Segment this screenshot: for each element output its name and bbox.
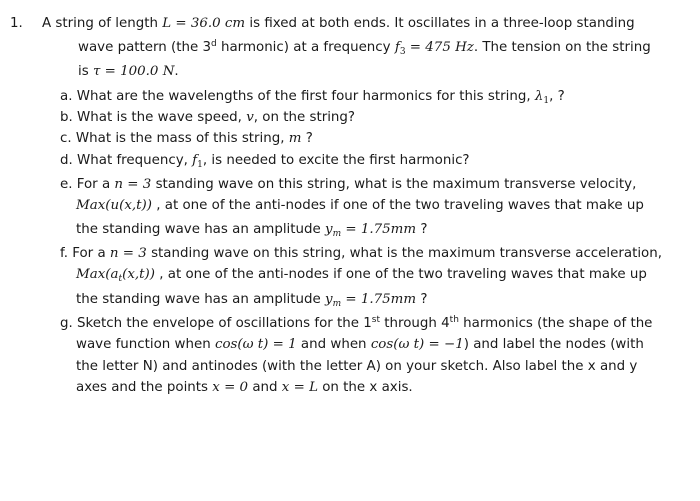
question-text: ? [416,292,428,307]
question-text: What are the wavelengths of the first four harmonics for this string, [76,89,535,104]
question-g-line-2 [76,335,644,355]
harmonic-equation: n = 3 [109,246,147,261]
question-label: f. [60,246,68,261]
question-text: What is the wave speed, [77,110,247,125]
question-e-line-2 [76,196,644,216]
question-e-line-1 [60,175,636,195]
question-label: b. [60,110,73,125]
question-text: , ? [549,89,565,104]
question-text: , at one of the anti-nodes if one of the two traveling waves that make up [154,267,647,282]
question-text: and when [296,337,371,352]
question-e-line-3 [76,220,427,240]
question-c [60,129,313,149]
intro-text: is fixed at both ends. It oscillates in a three-loop standing [245,16,635,31]
question-a [60,87,565,107]
question-g-line-3 [76,357,637,377]
amplitude-subscript: m [332,299,342,309]
mass-symbol: m [288,131,302,146]
max-acceleration-expression: Max(a [76,267,119,282]
question-text: , is needed to excite the first harmonic? [202,153,470,168]
question-text: on the x axis. [317,380,413,395]
intro-text: A string of length [42,16,163,31]
acceleration-subscript: t [118,274,123,284]
question-text: harmonics (the shape of the [458,316,653,331]
frequency-equation: = 475 Hz [405,40,474,55]
question-text: For a [76,177,115,192]
frequency-subscript: 3 [399,47,406,57]
cos-equation-negative: cos(ω t) = −1 [370,337,464,352]
question-text: the standing wave has an amplitude [76,292,325,307]
question-f-line-2 [76,265,647,285]
question-text: wave function when [76,337,215,352]
x-zero-equation: x = 0 [212,380,249,395]
question-label: a. [60,89,73,104]
intro-text: is [78,64,93,79]
question-text: ? [301,131,313,146]
frequency-symbol: f [394,40,400,55]
tension-equation: τ = 100.0 N [92,64,175,79]
question-f-line-1 [60,244,662,264]
question-text: and [248,380,282,395]
question-label: c. [60,131,72,146]
question-label: g. [60,316,73,331]
x-length-equation: x = L [281,380,318,395]
amplitude-symbol: y [325,222,333,237]
max-acceleration-expression-end: (x,t)) [122,267,155,282]
question-text: For a [72,246,110,261]
question-b [60,108,355,128]
length-equation: L = 36.0 cm [162,16,246,31]
ordinal-superscript: th [449,315,459,325]
frequency-symbol: f [192,153,198,168]
question-text: What is the mass of this string, [75,131,289,146]
wavelength-subscript: 1 [543,96,550,106]
question-text: the letter N) and antinodes (with the letter A) on your sketch. Also label the x and y [76,359,638,374]
question-text: the standing wave has an amplitude [76,222,325,237]
amplitude-subscript: m [332,229,342,239]
intro-line-2 [78,38,651,58]
cos-equation-positive: cos(ω t) = 1 [214,337,297,352]
intro-text: wave pattern (the 3 [78,40,212,55]
question-text: What frequency, [77,153,193,168]
question-g-line-4 [76,378,413,398]
ordinal-superscript: st [371,315,381,325]
wavelength-symbol: λ [534,89,544,104]
max-velocity-expression: Max(u(x,t)) [76,198,152,213]
intro-text: . The tension on the string [473,40,651,55]
speed-symbol: v [246,110,254,125]
question-text: standing wave on this string, what is the maximum transverse velocity, [151,177,637,192]
question-text: ) and label the nodes (with [463,337,644,352]
harmonic-equation: n = 3 [114,177,152,192]
ordinal-superscript: d [211,39,217,49]
question-text: axes and the points [76,380,213,395]
intro-line-1 [42,14,635,34]
intro-text: . [174,64,179,79]
question-g-line-1 [60,314,652,334]
amplitude-equation: = 1.75mm [341,222,417,237]
question-f-line-3 [76,290,427,310]
question-text: ? [416,222,428,237]
question-label: e. [60,177,73,192]
problem-number: 1. [10,16,23,31]
intro-line-3 [78,62,179,82]
frequency-subscript: 1 [197,160,203,170]
question-text: through 4 [380,316,450,331]
amplitude-symbol: y [325,292,333,307]
question-text: , on the string? [253,110,356,125]
question-d [60,151,470,171]
question-text: Sketch the envelope of oscillations for the 1 [77,316,372,331]
question-label: d. [60,153,73,168]
intro-text: harmonic) at a frequency [216,40,395,55]
question-text: standing wave on this string, what is the maximum transverse acceleration, [146,246,662,261]
amplitude-equation: = 1.75mm [341,292,417,307]
question-text: , at one of the anti-nodes if one of the two traveling waves that make up [151,198,644,213]
